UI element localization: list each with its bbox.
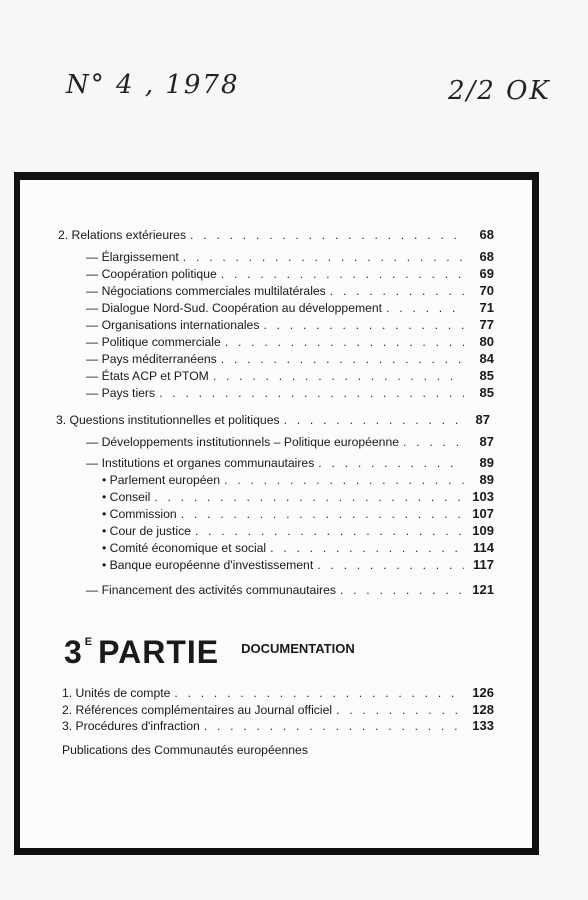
toc-leader xyxy=(195,524,464,538)
toc-label: — Pays méditerranéens xyxy=(86,352,217,366)
toc-item xyxy=(62,686,494,700)
toc-item xyxy=(86,335,494,349)
toc-label: • Commission xyxy=(102,507,177,521)
toc-label: • Comité économique et social xyxy=(102,541,267,555)
toc-page: 121 xyxy=(472,582,494,597)
toc-label: — Organisations internationales xyxy=(86,318,260,332)
toc-item xyxy=(86,369,494,383)
toc-label: 1. Unités de compte xyxy=(62,686,171,700)
toc-page: 68 xyxy=(479,249,494,264)
toc-subitem xyxy=(102,490,494,504)
toc-leader xyxy=(204,719,464,733)
toc-leader xyxy=(190,228,464,242)
toc-label: • Parlement européen xyxy=(102,473,221,487)
toc-page: 84 xyxy=(479,351,494,366)
toc-page: 87 xyxy=(475,412,490,427)
toc-leader xyxy=(159,386,464,400)
toc-section-3 xyxy=(56,413,490,427)
toc-label: 2. Références complémentaires au Journal officiel xyxy=(62,703,333,717)
toc-leader xyxy=(330,284,464,298)
part-number-superscript: E xyxy=(84,636,93,648)
toc-item xyxy=(62,703,494,717)
toc-subitem xyxy=(102,507,494,521)
toc-label: — Élargissement xyxy=(86,250,179,264)
toc-page: 117 xyxy=(473,557,494,572)
toc-subitem xyxy=(102,541,494,555)
toc-label: — Institutions et organes communautaires xyxy=(86,456,315,470)
toc-label: — Coopération politique xyxy=(86,267,217,281)
toc-leader xyxy=(154,490,464,504)
toc-page: 77 xyxy=(479,317,494,332)
part-word: PARTIE xyxy=(98,634,220,670)
toc-page: 128 xyxy=(472,702,494,717)
toc-leader xyxy=(386,301,464,315)
toc-item xyxy=(86,318,494,332)
toc-label: • Banque européenne d'investissement xyxy=(102,558,314,572)
toc-page: 68 xyxy=(479,227,494,242)
toc-leader xyxy=(221,267,464,281)
toc-page: 71 xyxy=(479,300,494,315)
toc-item xyxy=(62,719,494,733)
toc-leader xyxy=(336,703,464,717)
toc-leader xyxy=(340,583,464,597)
toc-page: 109 xyxy=(472,523,494,538)
toc-label: 3. Questions institutionnelles et politiques xyxy=(56,413,280,427)
toc-leader xyxy=(174,686,464,700)
toc-page: 126 xyxy=(472,685,494,700)
toc-section-2 xyxy=(58,228,494,242)
toc-leader xyxy=(221,352,464,366)
toc-label: — États ACP et PTOM xyxy=(86,369,209,383)
toc-page: 114 xyxy=(473,540,494,555)
toc-item xyxy=(86,284,494,298)
toc-item xyxy=(86,583,494,597)
toc-leader xyxy=(225,335,464,349)
toc-page: 89 xyxy=(479,455,494,470)
toc-leader xyxy=(213,369,464,383)
toc-subitem xyxy=(102,524,494,538)
toc-page: 87 xyxy=(479,434,494,449)
part-number: 3 xyxy=(64,634,83,670)
toc-page: 80 xyxy=(479,334,494,349)
publications-line: Publications des Communautés européennes xyxy=(62,743,308,757)
toc-item xyxy=(86,301,494,315)
toc-page: 70 xyxy=(479,283,494,298)
toc-item xyxy=(86,352,494,366)
toc-label: — Politique commerciale xyxy=(86,335,221,349)
toc-page: 107 xyxy=(472,506,494,521)
toc-leader xyxy=(318,456,464,470)
toc-label: 3. Procédures d'infraction xyxy=(62,719,200,733)
toc-subitem xyxy=(102,558,494,572)
toc-leader xyxy=(270,541,464,555)
toc-item xyxy=(86,267,494,281)
toc-leader xyxy=(181,507,464,521)
toc-leader xyxy=(224,473,464,487)
toc-label: • Conseil xyxy=(102,490,151,504)
toc-leader xyxy=(403,435,464,449)
part-heading xyxy=(64,634,355,671)
handwritten-issue-number: N° 4 , 1978 xyxy=(66,70,240,100)
toc-label: — Pays tiers xyxy=(86,386,156,400)
toc-leader xyxy=(317,558,464,572)
toc-leader xyxy=(183,250,464,264)
toc-page: 85 xyxy=(479,385,494,400)
handwritten-page-mark: 2/2 OK xyxy=(448,76,551,106)
toc-item xyxy=(86,435,494,449)
toc-page: 133 xyxy=(472,718,494,733)
toc-label: — Dialogue Nord-Sud. Coopération au développement xyxy=(86,301,383,315)
toc-item xyxy=(86,250,494,264)
toc-label: • Cour de justice xyxy=(102,524,191,538)
toc-subitem xyxy=(102,473,494,487)
toc-label: 2. Relations extérieures xyxy=(58,228,187,242)
toc-label: — Financement des activités communautaires xyxy=(86,583,336,597)
toc-page: 103 xyxy=(472,489,494,504)
toc-label: — Développements institutionnels – Politique européenne xyxy=(86,435,400,449)
toc-page: 89 xyxy=(479,472,494,487)
toc-item xyxy=(86,386,494,400)
part-subtitle: DOCUMENTATION xyxy=(241,641,355,656)
toc-item xyxy=(86,456,494,470)
toc-page: 69 xyxy=(479,266,494,281)
toc-label: — Négociations commerciales multilatérales xyxy=(86,284,326,298)
toc-leader xyxy=(263,318,464,332)
toc-page: 85 xyxy=(479,368,494,383)
toc-leader xyxy=(284,413,460,427)
